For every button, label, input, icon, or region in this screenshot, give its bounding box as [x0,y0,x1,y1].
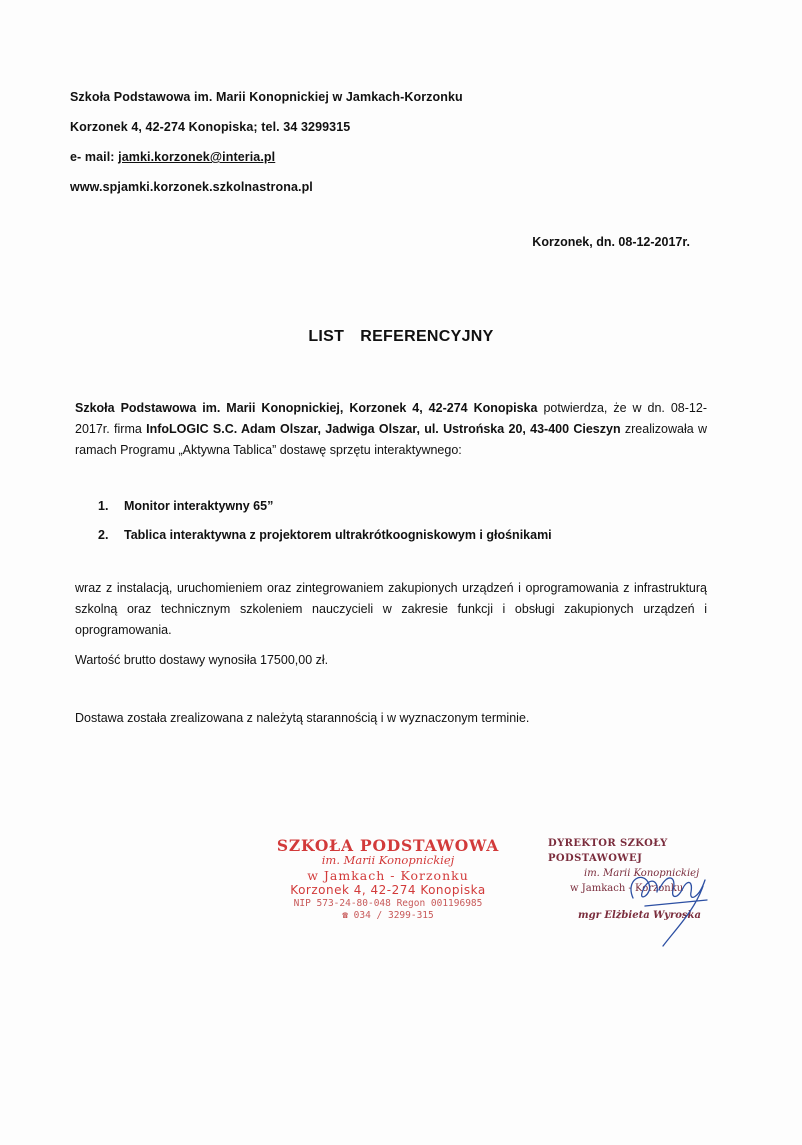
director-stamp-line-4: mgr Elżbieta Wyroska [578,910,701,921]
director-stamp-line-2: im. Marii Konopnickiej [584,868,700,879]
intro-school: Szkoła Podstawowa im. Marii Konopnickiej, Korzonek 4, 42-274 Konopiska [75,401,538,415]
closing-paragraph: Dostawa została zrealizowana z należytą starannością i w wyznaczonym terminie. [75,711,530,725]
header-email-line [70,150,275,164]
director-stamp-line-3: w Jamkach - Korzonku [570,883,684,894]
list-item-number: 2. [98,528,109,542]
installation-paragraph: wraz z instalacją, uruchomieniem oraz zintegrowaniem zakupionych urządzeń i oprogramowania z infrastrukturą szkolną oraz technicznym szkoleniem nauczycieli w zakresie funkcji i obsługi zakupionych urządzeń i oprogramowania. [75,581,707,637]
list-item [98,528,552,542]
header-website: www.spjamki.korzonek.szkolnastrona.pl [70,180,313,194]
school-stamp-line-2: im. Marii Konopnickiej [321,853,455,867]
email-label: e- mail: [70,150,119,164]
email-link[interactable]: jamki.korzonek@interia.pl [118,150,276,164]
intro-text-1: potwierdza, że w dn. 08-12-2017r. firma [75,401,707,436]
intro-text-2: zrealizowała w ramach Programu „Aktywna Tablica” dostawę sprzętu interaktywnego: [75,422,707,457]
intro-paragraph [75,398,707,461]
director-stamp-line-1: DYREKTOR SZKOŁY PODSTAWOWEJ [548,838,668,864]
header-school-name: Szkoła Podstawowa im. Marii Konopnickiej w Jamkach-Korzonku [70,90,463,104]
school-stamp-line-5: NIP 573-24-80-048 Regon 001196985 [293,898,483,909]
school-stamp-line-6: ☎ 034 / 3299-315 [342,910,434,921]
school-stamp-line-4: Korzonek 4, 42-274 Konopiska [290,883,486,897]
school-stamp-line-1: SZKOŁA PODSTAWOWA [276,836,500,855]
director-signature [615,850,725,950]
header-address-phone: Korzonek 4, 42-274 Konopiska; tel. 34 3299315 [70,120,351,134]
school-stamp-line-3: w Jamkach - Korzonku [307,868,469,883]
value-paragraph: Wartość brutto dostawy wynosiła 17500,00 zł. [75,653,329,667]
intro-company: InfoLOGIC S.C. Adam Olszar, Jadwiga Olszar, ul. Ustrońska 20, 43-400 Cieszyn [146,422,621,436]
list-item [98,499,273,513]
school-stamp [268,838,508,922]
title-word-2: REFERENCYJNY [360,328,494,345]
title-word-1: LIST [308,328,345,345]
list-item-number: 1. [98,499,109,513]
document-title [0,328,802,346]
list-item-text: Tablica interaktywna z projektorem ultrakrótkoogniskowym i głośnikami [124,528,552,542]
document-date: Korzonek, dn. 08-12-2017r. [532,235,690,249]
list-item-text: Monitor interaktywny 65” [124,499,274,513]
